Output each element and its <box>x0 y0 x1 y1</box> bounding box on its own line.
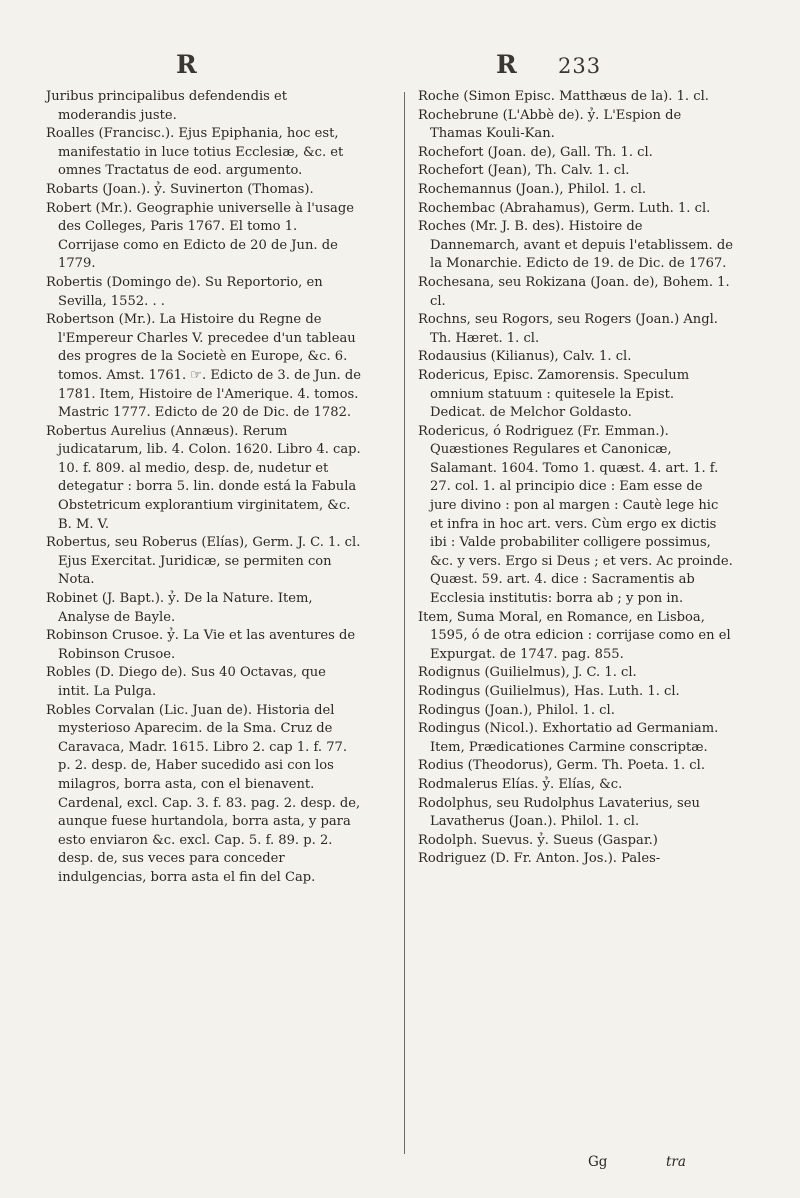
entry-right-20: Rodolph. Suevus. ỷ. Sueus (Gaspar.) <box>418 832 658 848</box>
entry-left-1: Roalles (Francisc.). Ejus Epiphania, hoc est, manifestatio in luce totius Ecclesiæ, &c. et omnes Tractatus de eod. argumento. <box>46 126 344 179</box>
page-number: 233 <box>558 54 602 78</box>
entry-left-3: Robert (Mr.). Geographie universelle à l'usage des Colleges, Paris 1767. El tomo 1. Corrijase como en Edicto de 20 de Jun. de 1779. <box>46 200 354 272</box>
entry-right-10: Rodericus, Episc. Zamorensis. Speculum omnium statuum : quitesele la Epist. Dedicat. de Melchor Goldasto. <box>418 367 690 421</box>
entry-right-13: Rodignus (Guilielmus), J. C. 1. cl. <box>418 665 637 681</box>
column-divider <box>404 92 405 1154</box>
entry-right-12: Item, Suma Moral, en Romance, en Lisboa, 1595, ó de otra edicion : corrijase como en el Expurgat. de 1747. pag. 855. <box>418 609 731 662</box>
running-head-right: R <box>496 50 517 79</box>
entry-right-16: Rodingus (Nicol.). Exhortatio ad Germaniam. Item, Prædicationes Carmine conscriptæ. <box>418 721 719 755</box>
running-head-left: R <box>176 50 197 79</box>
entry-right-15: Rodingus (Joan.), Philol. 1. cl. <box>418 702 615 718</box>
signature-mark: Gg <box>588 1154 608 1170</box>
entry-left-2: Robarts (Joan.). ỷ. Suvinerton (Thomas). <box>46 181 314 197</box>
entry-left-6: Robertus Aurelius (Annæus). Rerum judicatarum, lib. 4. Colon. 1620. Libro 4. cap. 10. f. 809. al medio, desp. de, nudetur et detegatur : borra 5. lin. donde está la Fabula Obstetricum explorantium virginitatem, &c. B. M. V. <box>46 423 361 532</box>
entry-right-2: Rochefort (Joan. de), Gall. Th. 1. cl. <box>418 144 653 160</box>
entry-left-5: Robertson (Mr.). La Histoire du Regne de l'Empereur Charles V. precedee d'un tableau des progres de la Sociеtè en Europe, &c. 6. tomos. Amst. 1761. ☞. Edicto de 3. de Jun. de 1781. Item, Histoire de l'Amerique. 4. tomos. Mastric 1777. Edicto de 20 de Dic. de 1782. <box>46 312 361 421</box>
entry-right-21: Rodriguez (D. Fr. Anton. Jos.). Pales- <box>418 851 661 867</box>
entry-right-9: Rodausius (Kilianus), Calv. 1. cl. <box>418 349 632 365</box>
entry-left-8: Robinet (J. Bapt.). ỷ. De la Nature. Item, Analyse de Bayle. <box>46 591 313 625</box>
entry-right-8: Rochns, seu Rogors, seu Rogers (Joan.) Angl. Th. Hæret. 1. cl. <box>418 312 718 346</box>
left-column <box>46 88 361 888</box>
entry-left-4: Robertis (Domingo de). Su Reportorio, en Sevilla, 1552. . . <box>46 274 323 309</box>
entry-left-0: Juribus principalibus defendendis et moderandis juste. <box>46 89 288 123</box>
entry-left-10: Robles (D. Diego de). Sus 40 Octavas, que intit. La Pulga. <box>46 665 326 699</box>
entry-left-11: Robles Corvalan (Lic. Juan de). Historia del mysterioso Aparecim. de la Sma. Cruz de Caravaca, Madr. 1615. Libro 2. cap 1. f. 77. p. 2. desp. de, Haber sucedido asi con los milagros, borra asta, con el bienavent. Cardenal, excl. Cap. 3. f. 83. pag. 2. desp. de, aunque fuese hurtandola, borra asta, y para esto enviaron &c. excl. Cap. 5. f. 89. p. 2. desp. de, sus veces para conceder indulgencias, borra asta el fin del Cap. <box>46 702 361 885</box>
entry-left-9: Robinson Crusoe. ỷ. La Vie et las aventures de Robinson Crusoe. <box>46 628 356 662</box>
entry-right-11: Rodericus, ó Rodriguez (Fr. Emman.). Quæstiones Regulares et Canonicæ, Salamant. 1604. Tomo 1. quæst. 4. art. 1. f. 27. col. 1. al principio dice : Eam esse de jure divino : pon al margen : Cautè lege hic et infra in hoc art. vers. Cùm ergo ex dictis ibi : Valde probabiliter colligere possimus, &c. y vers. Ergo si Deus ; et vers. Ac proinde. Quæst. 59. art. 4. dice : Sacramentis ab Ecclesia institutis: borra ab ; y pon in. <box>418 423 733 607</box>
right-column <box>418 88 733 869</box>
entry-right-6: Roches (Mr. J. B. des). Histoire de Dannemarch, avant et depuis l'etablissem. de la Monarchie. Edicto de 19. de Dic. de 1767. <box>418 219 733 272</box>
entry-left-7: Robertus, seu Roberus (Elías), Germ. J. C. 1. cl. Ejus Exercitat. Juridicæ, se permiten con Nota. <box>46 535 361 588</box>
entry-right-4: Rochemannus (Joan.), Philol. 1. cl. <box>418 181 647 197</box>
entry-right-5: Rochembac (Abrahamus), Germ. Luth. 1. cl. <box>418 200 711 216</box>
entry-right-7: Rochesana, seu Rokizana (Joan. de), Bohem. 1. cl. <box>418 274 730 309</box>
entry-right-1: Rochebrune (L'Abbè de). ỷ. L'Espion de Thamas Kouli-Kan. <box>418 107 682 142</box>
entry-right-19: Rodolphus, seu Rudolphus Lavaterius, seu Lavatherus (Joan.). Philol. 1. cl. <box>418 795 700 830</box>
catchword: tra <box>666 1154 686 1170</box>
entry-right-0: Roche (Simon Episc. Matthæus de la). 1. cl. <box>418 89 709 104</box>
entry-right-17: Rodius (Theodorus), Germ. Th. Poeta. 1. cl. <box>418 758 705 774</box>
entry-right-14: Rodingus (Guilielmus), Has. Luth. 1. cl. <box>418 684 680 699</box>
entry-right-3: Rochefort (Jean), Th. Calv. 1. cl. <box>418 163 630 179</box>
entry-right-18: Rodmalerus Elías. ỷ. Elías, &c. <box>418 776 623 792</box>
